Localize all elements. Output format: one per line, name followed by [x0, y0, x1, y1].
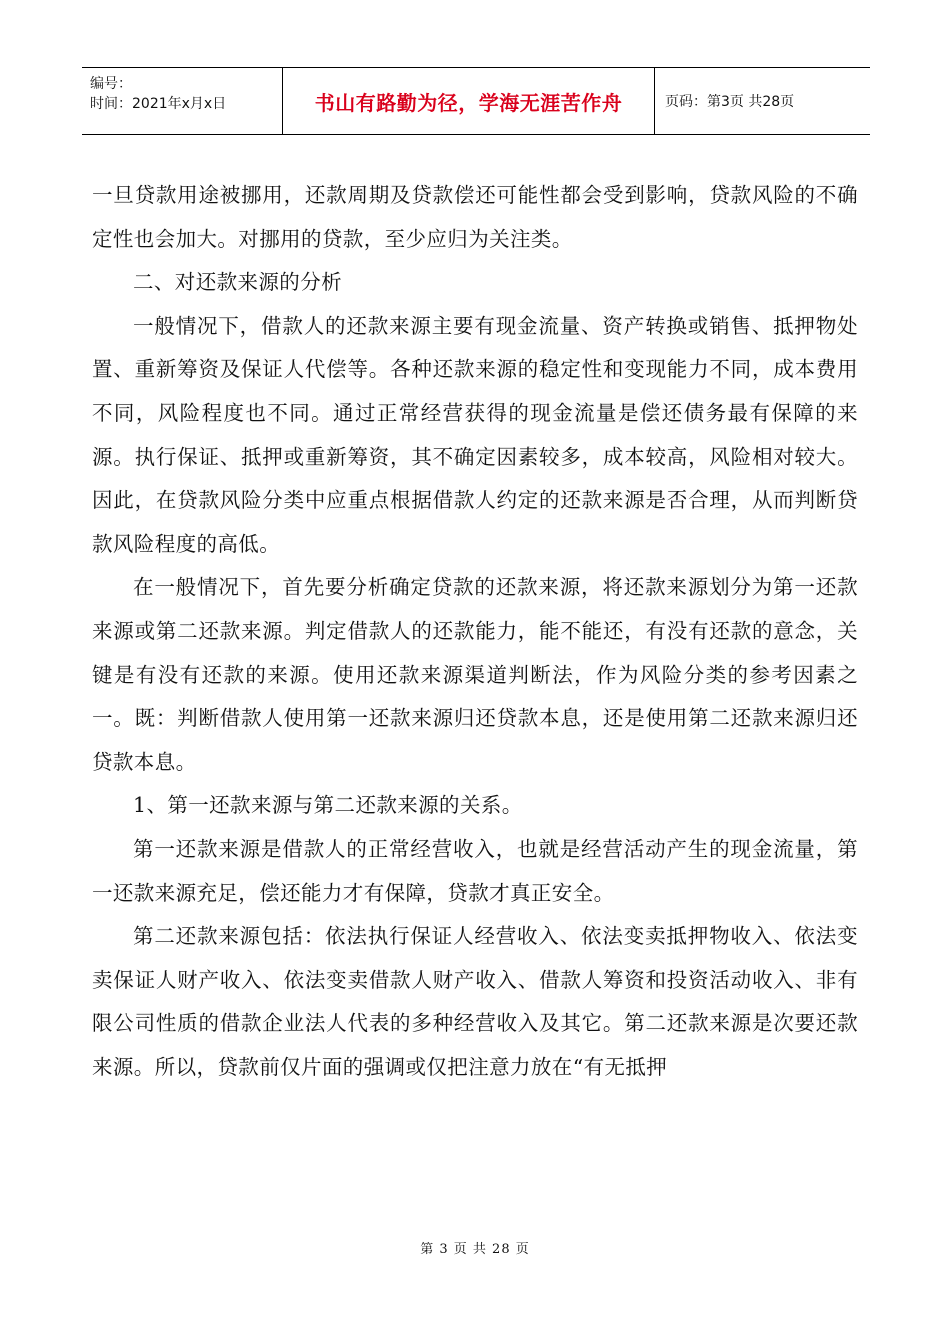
paragraph-7: 第二还款来源包括：依法执行保证人经营收入、依法变卖抵押物收入、依法变卖保证人财产收入、依法变卖借款人财产收入、借款人筹资和投资活动收入、非有限公司性质的借款企业法人代表的多种经营收入及其它。第二还款来源是次要还款来源。所以，贷款前仅片面的强调或仅把注意力放在“有无抵押: [92, 924, 858, 1079]
page-footer: 第 3 页 共 28 页: [420, 1242, 530, 1257]
document-number-label: 编号：: [90, 76, 132, 92]
paragraph-6: 第一还款来源是借款人的正常经营收入，也就是经营活动产生的现金流量，第一还款来源充足，偿还能力才有保障，贷款才真正安全。: [92, 836, 858, 905]
header-motto: 书山有路勤为径，学海无涯苦作舟: [282, 68, 655, 134]
paragraph-1: 一旦贷款用途被挪用，还款周期及贷款偿还可能性都会受到影响，贷款风险的不确定性也会加大。对挪用的贷款，至少应归为关注类。: [92, 183, 858, 251]
page-header: [82, 67, 870, 135]
section-heading: 二、对还款来源的分析: [133, 270, 342, 295]
subsection-heading: 1、第一还款来源与第二还款来源的关系。: [133, 793, 523, 818]
document-date: 时间：2021年x月x日: [90, 96, 227, 112]
header-page-info: 页码：第3页 共28页: [665, 94, 795, 110]
paragraph-4: 在一般情况下，首先要分析确定贷款的还款来源，将还款来源划分为第一还款来源或第二还款来源。判定借款人的还款能力，能不能还，有没有还款的意念，关键是有没有还款的来源。使用还款来源渠道判断法，作为风险分类的参考因素之一。既：判断借款人使用第一还款来源归还贷款本息，还是使用第二还款来源归还贷款本息。: [92, 575, 858, 774]
paragraph-3: 一般情况下，借款人的还款来源主要有现金流量、资产转换或销售、抵押物处置、重新筹资及保证人代偿等。各种还款来源的稳定性和变现能力不同，成本费用不同，风险程度也不同。通过正常经营获得的现金流量是偿还债务最有保障的来源。执行保证、抵押或重新筹资，其不确定因素较多，成本较高，风险相对较大。因此，在贷款风险分类中应重点根据借款人约定的还款来源是否合理，从而判断贷款风险程度的高低。: [92, 313, 858, 556]
document-body: [92, 174, 858, 1089]
header-meta: [82, 68, 282, 134]
